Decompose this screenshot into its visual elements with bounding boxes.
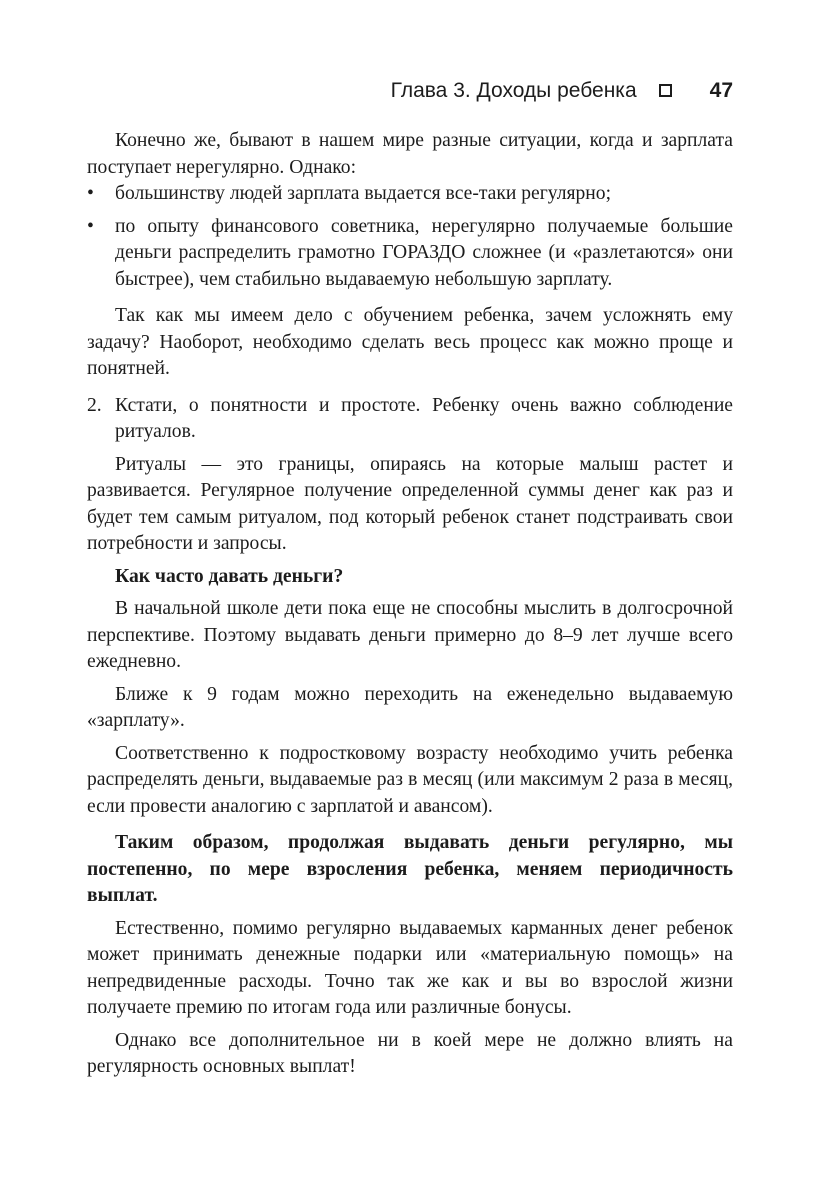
paragraph-gifts: Естественно, помимо регулярно выдаваемых карманных денег ребенок может принимать денежные подарки или «материальную помощь» на непредвиденные расходы. Точно так же как и вы во взрослой жизни получаете премию по итогам года или различные бонусы. (87, 917, 733, 1018)
bullet-icon: • (87, 215, 94, 237)
paragraph-intro: Конечно же, бывают в нашем мире разные ситуации, когда и зарплата поступает нерегулярно. Однако: (87, 130, 733, 178)
paragraph-teen: Соответственно к подростковому возрасту необходимо учить ребенка распределять деньги, выдаваемые раз в месяц (или максимум 2 раза в месяц, если провести аналогию с зарплатой и авансом). (87, 742, 733, 817)
paragraph-rituals: Ритуалы — это границы, опираясь на которые малыш растет и развивается. Регулярное получение определенной суммы денег как раз и будет тем самым ритуалом, под который ребенок станет подстраивать свои потребности и запросы. (87, 453, 733, 554)
paragraph-summary-bold: Таким образом, продолжая выдавать деньги регулярно, мы постепенно, по мере взросления ребенка, меняем периодичность выплат. (87, 832, 733, 906)
list-item (87, 181, 733, 208)
list-item (87, 214, 733, 294)
body-text (87, 128, 733, 1081)
numbered-item-2 (87, 393, 733, 446)
checkbox-square-icon (659, 84, 672, 97)
list-item-text: большинству людей зарплата выдается все-таки регулярно; (115, 183, 612, 204)
bullet-list (87, 181, 733, 293)
item-number: 2. (87, 394, 102, 416)
paragraph-weekly: Ближе к 9 годам можно переходить на еженедельно выдаваемую «зарплату». (87, 683, 733, 731)
section-subheading: Как часто давать деньги? (115, 565, 344, 587)
item-text: Кстати, о понятности и простоте. Ребенку очень важно соблюдение ритуалов. (115, 394, 733, 442)
running-header (0, 77, 733, 105)
paragraph-conclusion: Однако все дополнительное ни в коей мере не должно влиять на регулярность основных выплат! (87, 1029, 733, 1077)
paragraph-learning: Так как мы имеем дело с обучением ребенка, зачем усложнять ему задачу? Наоборот, необходимо сделать весь процесс как можно проще и понятней. (87, 305, 733, 379)
chapter-title: Глава 3. Доходы ребенка (390, 79, 637, 102)
page-number: 47 (709, 79, 733, 102)
bullet-icon: • (87, 183, 94, 204)
paragraph-school: В начальной школе дети пока еще не способны мыслить в долгосрочной перспективе. Поэтому выдавать деньги примерно до 8–9 лет лучше всего ежедневно. (87, 598, 733, 672)
list-item-text: по опыту финансового советника, нерегулярно получаемые большие деньги распределить грамотно ГОРАЗДО сложнее (и «разлетаются» они быстрее), чем стабильно выдаваемую небольшую зарплату. (115, 215, 733, 290)
